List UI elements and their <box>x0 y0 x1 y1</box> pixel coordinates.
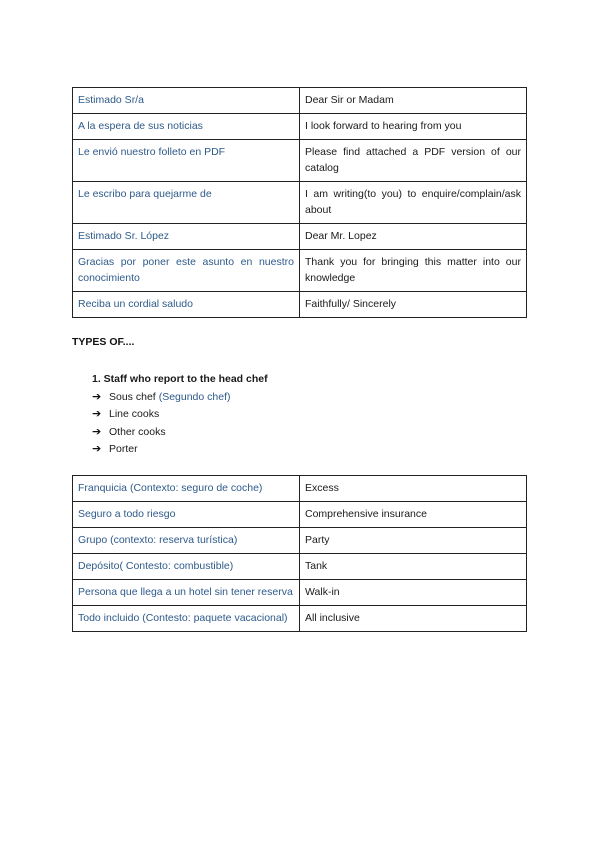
spanish-cell: Reciba un cordial saludo <box>73 292 300 318</box>
spanish-cell: Estimado Sr. López <box>73 224 300 250</box>
table-row <box>73 114 527 140</box>
english-cell: Walk-in <box>300 580 527 606</box>
spanish-cell: Le envió nuestro folleto en PDF <box>73 140 300 182</box>
list-item-text: Sous chef <box>109 390 156 403</box>
list-item-translation: (Segundo chef) <box>158 390 231 403</box>
english-cell: Comprehensive insurance <box>300 502 527 528</box>
english-cell: All inclusive <box>300 606 527 632</box>
english-cell: Party <box>300 528 527 554</box>
list-item <box>92 406 268 424</box>
table-row <box>73 528 527 554</box>
spanish-cell: A la espera de sus noticias <box>73 114 300 140</box>
spanish-cell: Franquicia (Contexto: seguro de coche) <box>73 476 300 502</box>
english-cell: Excess <box>300 476 527 502</box>
english-cell: Dear Sir or Madam <box>300 88 527 114</box>
arrow-icon: ➔ <box>92 408 102 420</box>
arrow-icon: ➔ <box>92 390 102 403</box>
list-item-text: Line cooks <box>109 408 160 420</box>
spanish-cell: Persona que llega a un hotel sin tener reserva <box>73 580 300 606</box>
spanish-cell: Le escribo para quejarme de <box>73 182 300 224</box>
table-row <box>73 292 527 318</box>
list-item <box>92 424 268 442</box>
list-item-text: Other cooks <box>109 425 166 438</box>
english-cell: Tank <box>300 554 527 580</box>
english-cell: Please find attached a PDF version of our catalog <box>300 140 527 182</box>
spanish-cell: Todo incluido (Contesto: paquete vacacional) <box>73 606 300 632</box>
table-row <box>73 606 527 632</box>
list-item-text: Porter <box>109 443 138 455</box>
section-heading: TYPES OF.... <box>72 336 135 348</box>
table-row <box>73 580 527 606</box>
spanish-cell: Estimado Sr/a <box>73 88 300 114</box>
spanish-cell: Depósito( Contesto: combustible) <box>73 554 300 580</box>
table-row <box>73 88 527 114</box>
spanish-cell: Gracias por poner este asunto en nuestro conocimiento <box>73 250 300 292</box>
english-cell: Thank you for bringing this matter into our knowledge <box>300 250 527 292</box>
table-row <box>73 182 527 224</box>
table-row <box>73 554 527 580</box>
english-cell: Faithfully/ Sincerely <box>300 292 527 318</box>
spanish-cell: Grupo (contexto: reserva turística) <box>73 528 300 554</box>
spanish-cell: Seguro a todo riesgo <box>73 502 300 528</box>
staff-list <box>92 371 268 459</box>
arrow-icon: ➔ <box>92 425 102 438</box>
table-row <box>73 224 527 250</box>
numbered-title: 1. Staff who report to the head chef <box>92 373 268 385</box>
arrow-icon: ➔ <box>92 443 102 455</box>
phrases-table <box>72 87 527 318</box>
list-item <box>92 441 268 459</box>
table-row <box>73 502 527 528</box>
english-cell: I look forward to hearing from you <box>300 114 527 140</box>
table-row <box>73 250 527 292</box>
vocabulary-table <box>72 475 527 632</box>
table-row <box>73 476 527 502</box>
english-cell: I am writing(to you) to enquire/complain/ask about <box>300 182 527 224</box>
list-item <box>92 389 268 407</box>
table-row <box>73 140 527 182</box>
english-cell: Dear Mr. Lopez <box>300 224 527 250</box>
